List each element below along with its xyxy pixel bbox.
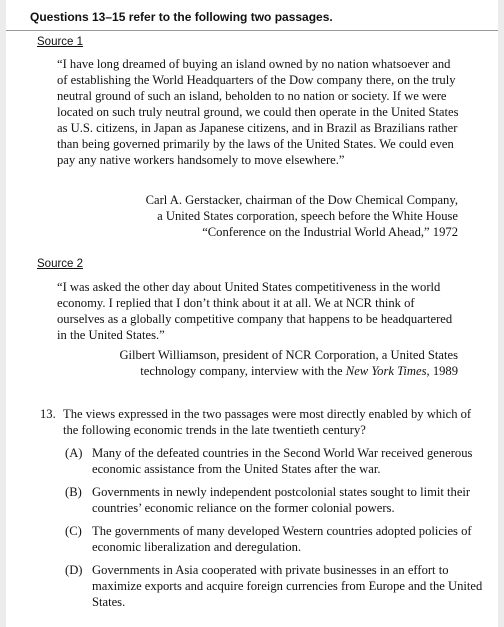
source-1-label: Source 1 xyxy=(37,36,84,48)
choice-letter: (C) xyxy=(65,524,82,538)
source-1-attribution-line: a United States corporation, speech before the White House xyxy=(157,209,458,223)
choice-letter: (D) xyxy=(65,563,83,577)
source-2-label: Source 2 xyxy=(37,258,84,270)
source-2-attribution-line: Gilbert Williamson, president of NCR Corporation, a United States xyxy=(119,348,458,362)
choice-letter: (B) xyxy=(65,485,82,499)
choice-text: The governments of many developed Western countries adopted policies of economic liberalization and deregulation. xyxy=(92,524,472,554)
source-2-attribution-line xyxy=(58,363,458,379)
publication-title: New York Times xyxy=(345,364,427,378)
source-1-attribution-line: “Conference on the Industrial World Ahead,” 1972 xyxy=(202,225,458,239)
source-1-attribution-line: Carl A. Gerstacker, chairman of the Dow Chemical Company, xyxy=(145,193,458,207)
source-2-attribution xyxy=(58,347,458,379)
question-set-header xyxy=(6,0,498,31)
source-1-quote: “I have long dreamed of buying an island owned by no nation whatsoever and of establishing the World Headquarters of the Dow company there, on the truly neutral ground of such an island, beholden to no nation or society. If we were located on such truly neutral ground, we could then operate in the United States as U.S. citizens, in Japan as Japanese citizens, and in Brazil as Brazilians rather than being governed primarily by the laws of the United States. We could even pay any native workers handsomely to move elsewhere.” xyxy=(57,57,459,167)
question-set-title: Questions 13–15 refer to the following two passages. xyxy=(30,10,333,24)
choice-text: Many of the defeated countries in the Second World War received generous economic assistance from the United States after the war. xyxy=(92,446,473,476)
source-2-quote: “I was asked the other day about United States competitiveness in the world economy. I replied that I don’t think about it at all. We at NCR think of ourselves as a globally competitive company that happens to be headquartered in the United States.” xyxy=(57,280,453,342)
attribution-text: technology company, interview with the xyxy=(140,364,346,378)
document-page xyxy=(6,0,498,627)
attribution-year: , 1989 xyxy=(426,364,458,378)
question-number: 13. xyxy=(40,407,56,421)
choice-text: Governments in newly independent postcolonial states sought to limit their countries’ economic reliance on the former colonial powers. xyxy=(92,485,471,515)
source-1-attribution xyxy=(58,192,458,240)
choice-letter: (A) xyxy=(65,446,83,460)
choice-text: Governments in Asia cooperated with private businesses in an effort to maximize exports and acquire foreign currencies from Europe and the United States. xyxy=(92,563,483,609)
question-stem: The views expressed in the two passages were most directly enabled by which of the following economic trends in the late twentieth century? xyxy=(63,407,472,437)
